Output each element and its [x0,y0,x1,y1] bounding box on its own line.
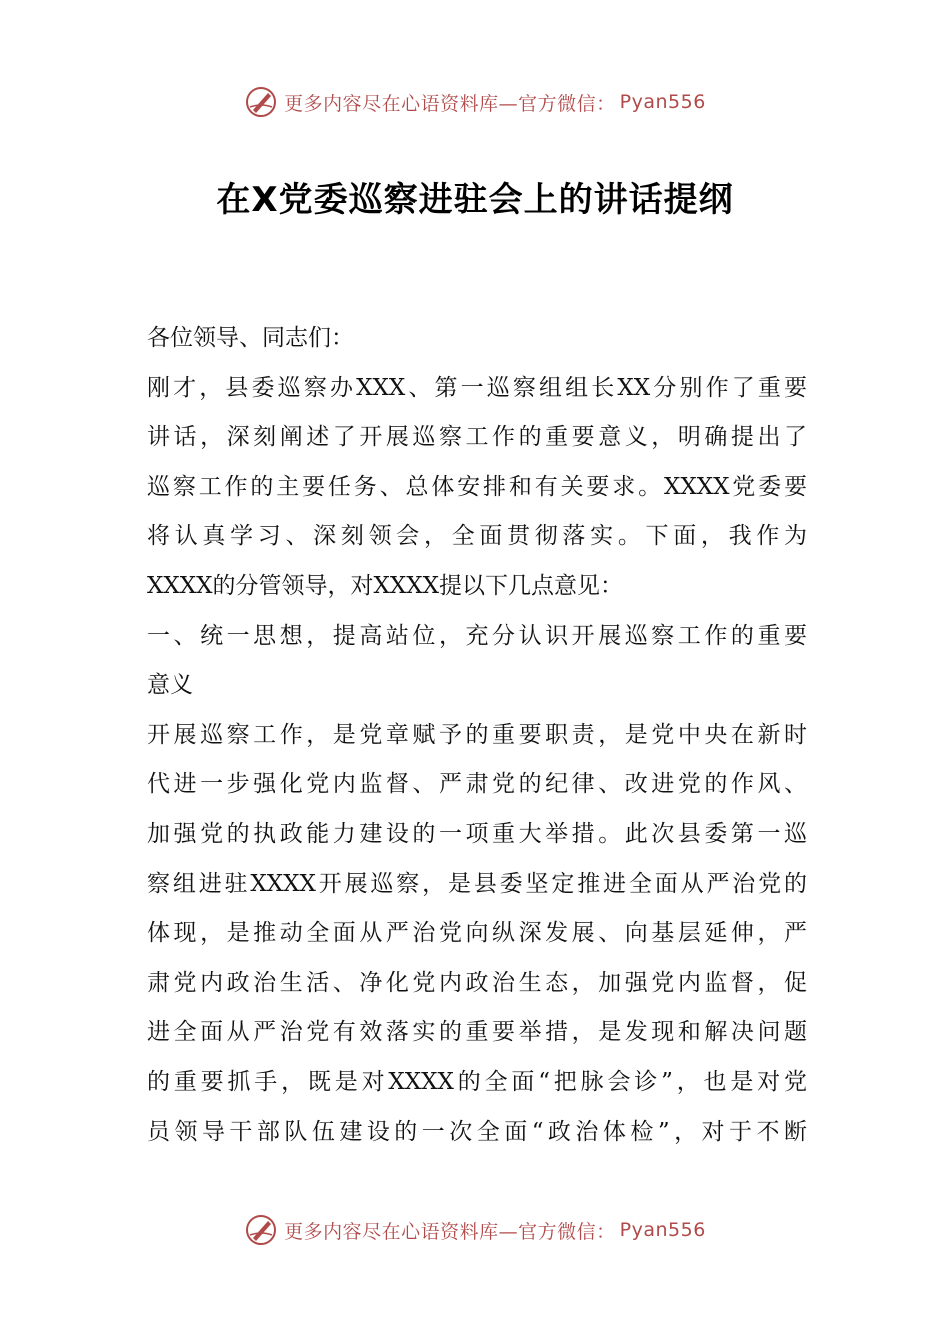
section-heading-line: 意义 [147,672,193,699]
pen-logo-icon [244,1213,278,1247]
pen-logo-icon [244,85,278,119]
header-wechat-id: Pyan556 [619,91,706,113]
paragraph-line: 的重要抓手，既是对XXXX的全面“把脉会诊”，也是对党 [147,1068,807,1095]
footer-wechat-id: Pyan556 [619,1219,706,1241]
section-heading-line: 一、统一思想，提高站位，充分认识开展巡察工作的重要 [147,622,807,649]
paragraph-line: 进全面从严治党有效落实的重要举措，是发现和解决问题 [147,1019,807,1046]
paragraph-line: 体现，是推动全面从严治党向纵深发展、向基层延伸，严 [147,920,807,947]
paragraph-line: XXXX的分管领导，对XXXX提以下几点意见： [147,572,623,599]
document-body [147,314,807,1157]
footer-banner [0,1210,950,1250]
paragraph-line: 肃党内政治生活、净化党内政治生态，加强党内监督，促 [147,969,807,996]
paragraph-line: 巡察工作的主要任务、总体安排和有关要求。XXXX党委要 [147,473,807,500]
document-title: 在X党委巡察进驻会上的讲话提纲 [216,180,734,220]
paragraph-line: 代进一步强化党内监督、严肃党的纪律、改进党的作风、 [147,771,807,798]
paragraph-line: 讲话，深刻阐述了开展巡察工作的重要意义，明确提出了 [147,424,807,451]
footer-banner-text: 更多内容尽在心语资料库—官方微信： [284,1220,616,1243]
paragraph-line: 加强党的执政能力建设的一项重大举措。此次县委第一巡 [147,820,807,847]
paragraph-line: 察组进驻XXXX开展巡察，是县委坚定推进全面从严治党的 [147,870,807,897]
header-banner-text: 更多内容尽在心语资料库—官方微信： [284,92,616,115]
paragraph-line: 员领导干部队伍建设的一次全面“政治体检”，对于不断 [147,1118,807,1145]
paragraph-line: 刚才，县委巡察办XXX、第一巡察组组长XX分别作了重要 [147,374,807,401]
salutation: 各位领导、同志们： [147,325,354,351]
paragraph-line: 将认真学习、深刻领会，全面贯彻落实。下面，我作为 [147,523,807,550]
header-banner [0,82,950,122]
paragraph-line: 开展巡察工作，是党章赋予的重要职责，是党中央在新时 [147,721,807,748]
